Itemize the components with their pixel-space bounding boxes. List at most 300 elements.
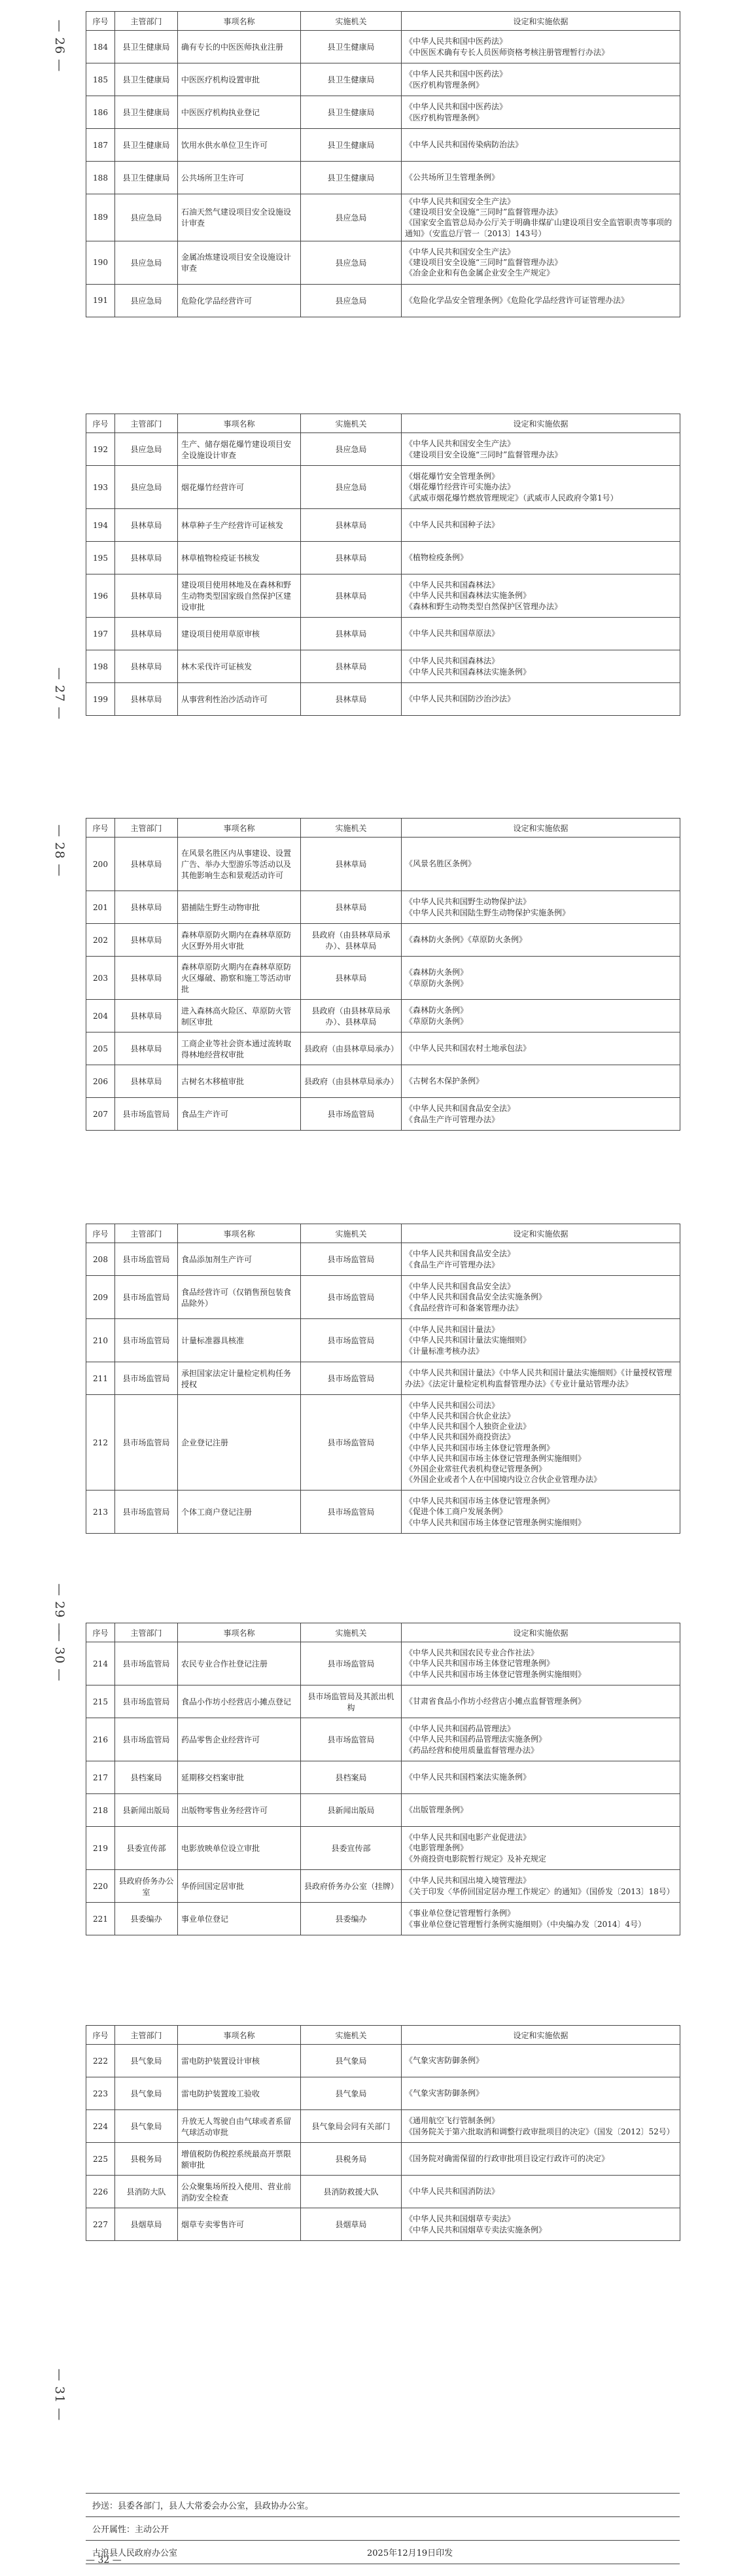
basis-line: 《中华人民共和国森林法》: [405, 580, 500, 590]
basis-line: 《事业单位登记管理暂行条例》: [405, 1909, 516, 1918]
cell-org: 县林草局: [301, 509, 402, 542]
basis-line: 《中华人民共和国市场主体登记管理条例实施细则》: [405, 1669, 586, 1679]
cell-basis: [402, 1870, 680, 1903]
header-dept: 主管部门: [115, 819, 178, 838]
table-row: [86, 1065, 680, 1098]
cell-basis: [402, 1761, 680, 1794]
table-row: [86, 31, 680, 63]
cell-no: 218: [86, 1794, 115, 1827]
side-page-number: — 29 —: [52, 1583, 67, 1636]
header-item: 事项名称: [178, 819, 301, 838]
cell-no: 214: [86, 1642, 115, 1685]
cell-org: 县市场监管局: [301, 1491, 402, 1534]
cell-basis: [402, 683, 680, 716]
cell-org: 县林草局: [301, 574, 402, 618]
cell-item: 生产、储存烟花爆竹建设项目安全设施设计审查: [178, 433, 301, 466]
cell-no: 219: [86, 1827, 115, 1870]
cell-item: 雷电防护装置竣工验收: [178, 2077, 301, 2110]
table-row: [86, 1243, 680, 1276]
basis-line: 《国家安全监管总局办公厅关于明确非煤矿山建设项目安全监管职责等事项的通知》（安监总厅管一〔2013〕143号）: [405, 218, 673, 238]
cell-item: 猎捕陆生野生动物审批: [178, 891, 301, 924]
cell-item: 食品添加剂生产许可: [178, 1243, 301, 1276]
cell-no: 224: [86, 2110, 115, 2143]
basis-line: 《中华人民共和国市场主体登记管理条例》: [405, 1443, 555, 1453]
cell-basis: [402, 2045, 680, 2077]
basis-line: 《中华人民共和国公司法》: [405, 1400, 500, 1410]
cell-basis: [402, 1032, 680, 1065]
header-item: 事项名称: [178, 1224, 301, 1243]
basis-line: 《中华人民共和国计量法》: [405, 1325, 500, 1335]
header-no: 序号: [86, 819, 115, 838]
cell-org: 县林草局: [301, 650, 402, 683]
cell-item: 农民专业合作社登记注册: [178, 1642, 301, 1685]
cell-org: 县市场监管局: [301, 1243, 402, 1276]
cell-dept: 县林草局: [115, 574, 178, 618]
cell-item: 建设项目使用草原审核: [178, 618, 301, 650]
table-header-row: [86, 12, 680, 31]
table-row: [86, 466, 680, 509]
basis-line: 《烟花爆竹经营许可实施办法》: [405, 482, 516, 492]
basis-line: 《中华人民共和国安全生产法》: [405, 439, 516, 449]
cell-no: 221: [86, 1903, 115, 1935]
cell-org: 县政府（由县林草局承办）、县林草局: [301, 1000, 402, 1032]
cell-dept: 县市场监管局: [115, 1491, 178, 1534]
header-item: 事项名称: [178, 2026, 301, 2045]
table-row: [86, 1827, 680, 1870]
cell-dept: 县林草局: [115, 509, 178, 542]
cell-org: 县市场监管局: [301, 1098, 402, 1131]
cell-dept: 县税务局: [115, 2143, 178, 2176]
cell-basis: [402, 1794, 680, 1827]
basis-line: 《外商投资电影院暂行规定》及补充规定: [405, 1854, 547, 1863]
cell-dept: 县市场监管局: [115, 1642, 178, 1685]
cell-item: 建设项目使用林地及在森林和野生动物类型国家级自然保护区建设审批: [178, 574, 301, 618]
cell-item: 计量标准器具核准: [178, 1319, 301, 1362]
basis-line: 《通用航空飞行管制条例》: [405, 2116, 500, 2126]
basis-line: 《中华人民共和国档案法实施条例》: [405, 1773, 531, 1782]
cell-no: 191: [86, 284, 115, 317]
basis-line: 《草原防火条例》: [405, 1016, 468, 1026]
cell-no: 225: [86, 2143, 115, 2176]
cell-no: 197: [86, 618, 115, 650]
basis-line: 《中华人民共和国农民专业合作社法》: [405, 1648, 539, 1658]
header-dept: 主管部门: [115, 1623, 178, 1642]
header-dept: 主管部门: [115, 2026, 178, 2045]
basis-line: 《外国企业常驻代表机构登记管理条例》: [405, 1464, 547, 1473]
cell-no: 196: [86, 574, 115, 618]
cell-dept: 县应急局: [115, 466, 178, 509]
cell-basis: [402, 1827, 680, 1870]
cell-basis: [402, 433, 680, 466]
table-header-row: [86, 2026, 680, 2045]
cell-dept: 县卫生健康局: [115, 96, 178, 129]
cell-org: 县市场监管局: [301, 1395, 402, 1491]
cell-dept: 县林草局: [115, 650, 178, 683]
cell-item: 林草植物检疫证书核发: [178, 542, 301, 574]
cell-item: 森林草原防火期内在森林草原防火区爆破、勘察和施工等活动审批: [178, 957, 301, 1000]
basis-line: 《气象灾害防御条例》: [405, 2056, 484, 2066]
cell-org: 县应急局: [301, 241, 402, 284]
cell-no: 193: [86, 466, 115, 509]
cell-item: 在风景名胜区内从事建设、设置广告、举办大型游乐等活动以及其他影响生态和景观活动许可: [178, 838, 301, 891]
basis-line: 《食品生产许可管理办法》: [405, 1260, 500, 1269]
basis-line: 《中医医术确有专长人员医师资格考核注册管理暂行办法》: [405, 47, 610, 57]
table-row: [86, 433, 680, 466]
cell-no: 208: [86, 1243, 115, 1276]
cell-org: 县委宣传部: [301, 1827, 402, 1870]
cell-item: 事业单位登记: [178, 1903, 301, 1935]
cell-org: 县政府（由县林草局承办）、县林草局: [301, 924, 402, 957]
cell-item: 石油天然气建设项目安全设施设计审查: [178, 194, 301, 241]
basis-line: 《中华人民共和国消防法》: [405, 2187, 500, 2197]
table-header-row: [86, 1224, 680, 1243]
header-no: 序号: [86, 414, 115, 433]
cell-no: 220: [86, 1870, 115, 1903]
basis-line: 《中华人民共和国市场主体登记管理条例》: [405, 1496, 555, 1506]
cell-basis: [402, 1276, 680, 1319]
cell-dept: 县应急局: [115, 284, 178, 317]
table-row: [86, 838, 680, 891]
cell-dept: 县林草局: [115, 1032, 178, 1065]
cell-item: 公众聚集场所投入使用、营业前消防安全检查: [178, 2176, 301, 2208]
table-row: [86, 1794, 680, 1827]
cell-dept: 县市场监管局: [115, 1276, 178, 1319]
cell-no: 189: [86, 194, 115, 241]
table-row: [86, 1395, 680, 1491]
table-row: [86, 1362, 680, 1395]
basis-line: 《医疗机构管理条例》: [405, 113, 484, 122]
cell-org: 县新闻出版局: [301, 1794, 402, 1827]
cell-item: 森林草原防火期内在森林草原防火区野外用火审批: [178, 924, 301, 957]
basis-line: 《中华人民共和国烟草专卖法实施条例》: [405, 2225, 547, 2234]
publicity-text: 公开属性：主动公开: [92, 2525, 169, 2535]
basis-line: 《中华人民共和国食品安全法》: [405, 1104, 516, 1114]
cell-basis: [402, 1243, 680, 1276]
cell-no: 223: [86, 2077, 115, 2110]
cell-basis: [402, 2176, 680, 2208]
items-table: [86, 414, 680, 716]
cell-no: 186: [86, 96, 115, 129]
cell-no: 216: [86, 1718, 115, 1761]
cell-org: 县市场监管局: [301, 1718, 402, 1761]
basis-line: 《关于印发〈华侨回国定居办理工作规定〉的通知》（国侨发〔2013〕18号）: [405, 1886, 674, 1896]
basis-line: 《中华人民共和国市场主体登记管理条例实施细则》: [405, 1453, 586, 1463]
table-row: [86, 1685, 680, 1718]
cell-no: 211: [86, 1362, 115, 1395]
header-item: 事项名称: [178, 12, 301, 31]
cell-item: 个体工商户登记注册: [178, 1491, 301, 1534]
basis-line: 《中华人民共和国药品管理法》: [405, 1724, 516, 1734]
cell-dept: 县卫生健康局: [115, 63, 178, 96]
cell-dept: 县烟草局: [115, 2208, 178, 2241]
cell-item: 中医医疗机构设置审批: [178, 63, 301, 96]
basis-line: 《中华人民共和国食品安全法实施条例》: [405, 1292, 547, 1302]
basis-line: 《中华人民共和国烟草专卖法》: [405, 2214, 516, 2224]
table-row: [86, 683, 680, 716]
basis-line: 《中华人民共和国合伙企业法》: [405, 1411, 516, 1420]
cell-no: 199: [86, 683, 115, 716]
table-row: [86, 129, 680, 162]
cell-no: 213: [86, 1491, 115, 1534]
cell-item: 中医医疗机构执业登记: [178, 96, 301, 129]
cell-item: 延期移交档案审批: [178, 1761, 301, 1794]
table-row: [86, 924, 680, 957]
table-row: [86, 2045, 680, 2077]
cell-basis: [402, 957, 680, 1000]
cell-no: 185: [86, 63, 115, 96]
cell-item: 企业登记注册: [178, 1395, 301, 1491]
cell-org: 县应急局: [301, 433, 402, 466]
cell-basis: [402, 891, 680, 924]
cell-basis: [402, 1491, 680, 1534]
table-row: [86, 1491, 680, 1534]
issuer-text: 古浪县人民政府办公室: [92, 2549, 178, 2558]
cell-org: 县市场监管局: [301, 1276, 402, 1319]
table-row: [86, 1870, 680, 1903]
cell-basis: [402, 1319, 680, 1362]
cell-basis: [402, 1685, 680, 1718]
cell-org: 县应急局: [301, 466, 402, 509]
cell-org: 县林草局: [301, 683, 402, 716]
cell-org: 县卫生健康局: [301, 162, 402, 194]
basis-line: 《中华人民共和国药品管理法实施条例》: [405, 1735, 547, 1744]
publicity-line: [86, 2516, 680, 2540]
cell-org: 县林草局: [301, 542, 402, 574]
basis-line: 《促进个体工商户发展条例》: [405, 1507, 508, 1517]
cc-text: 抄送：县委各部门，县人大常委会办公室，县政协办公室。: [92, 2501, 314, 2511]
basis-line: 《建设项目安全设施“三同时”监督管理办法》: [405, 258, 563, 268]
table-row: [86, 2208, 680, 2241]
cell-org: 县卫生健康局: [301, 63, 402, 96]
cell-item: 食品小作坊小经营店小摊点登记: [178, 1685, 301, 1718]
basis-line: 《电影管理条例》: [405, 1843, 468, 1853]
cell-basis: [402, 838, 680, 891]
cell-item: 雷电防护装置设计审核: [178, 2045, 301, 2077]
basis-line: 《中华人民共和国电影产业促进法》: [405, 1833, 531, 1843]
cell-basis: [402, 2143, 680, 2176]
side-page-number: — 30 —: [52, 1629, 67, 1682]
cell-basis: [402, 1718, 680, 1761]
cell-item: 确有专长的中医医师执业注册: [178, 31, 301, 63]
cell-no: 204: [86, 1000, 115, 1032]
cell-dept: 县档案局: [115, 1761, 178, 1794]
cell-item: 药品零售企业经营许可: [178, 1718, 301, 1761]
cell-org: 县卫生健康局: [301, 31, 402, 63]
cell-basis: [402, 574, 680, 618]
basis-line: 《冶金企业和有色金属企业安全生产规定》: [405, 268, 555, 278]
cell-org: 县政府（由县林草局承办）: [301, 1032, 402, 1065]
cell-basis: [402, 2208, 680, 2241]
cell-dept: 县消防大队: [115, 2176, 178, 2208]
cell-item: 电影放映单位设立审批: [178, 1827, 301, 1870]
table-header-row: [86, 414, 680, 433]
basis-line: 《危险化学品安全管理条例》《危险化学品经营许可证管理办法》: [405, 296, 629, 306]
cell-basis: [402, 509, 680, 542]
issue-date: 2025年12月19日印发: [367, 2549, 453, 2558]
cell-no: 195: [86, 542, 115, 574]
side-page-number: — 28 —: [52, 824, 67, 877]
cell-dept: 县林草局: [115, 957, 178, 1000]
table-row: [86, 96, 680, 129]
cell-dept: 县林草局: [115, 1000, 178, 1032]
basis-line: 《甘肃省食品小作坊小经营店小摊点监督管理条例》: [405, 1697, 586, 1706]
cell-org: 县市场监管局: [301, 1642, 402, 1685]
cell-dept: 县市场监管局: [115, 1098, 178, 1131]
header-item: 事项名称: [178, 1623, 301, 1642]
cell-basis: [402, 1362, 680, 1395]
issuer-line: [86, 2540, 680, 2564]
cell-no: 190: [86, 241, 115, 284]
cell-dept: 县林草局: [115, 618, 178, 650]
basis-line: 《中华人民共和国野生动物保护法》: [405, 897, 531, 907]
table-row: [86, 542, 680, 574]
cell-basis: [402, 618, 680, 650]
basis-line: 《中华人民共和国计量法实施细则》: [405, 1335, 531, 1345]
cell-dept: 县气象局: [115, 2077, 178, 2110]
basis-line: 《事业单位登记管理暂行条例实施细则》（中央编办发〔2014〕4号）: [405, 1919, 646, 1929]
basis-line: 《中华人民共和国安全生产法》: [405, 197, 516, 206]
cell-org: 县林草局: [301, 838, 402, 891]
basis-line: 《公共场所卫生管理条例》: [405, 173, 500, 183]
cell-item: 升放无人驾驶自由气球或者系留气球活动审批: [178, 2110, 301, 2143]
table-row: [86, 63, 680, 96]
cell-org: 县政府侨务办公室（挂牌）: [301, 1870, 402, 1903]
cell-no: 222: [86, 2045, 115, 2077]
cell-no: 192: [86, 433, 115, 466]
table-header-row: [86, 1623, 680, 1642]
basis-line: 《建设项目安全设施“三同时”监督管理办法》: [405, 450, 563, 459]
cell-item: 公共场所卫生许可: [178, 162, 301, 194]
cell-org: 县应急局: [301, 194, 402, 241]
cell-item: 饮用水供水单位卫生许可: [178, 129, 301, 162]
table-row: [86, 1276, 680, 1319]
header-basis: 设定和实施依据: [402, 819, 680, 838]
cell-org: 县市场监管局及其派出机构: [301, 1685, 402, 1718]
cell-basis: [402, 1000, 680, 1032]
header-basis: 设定和实施依据: [402, 1224, 680, 1243]
cell-no: 210: [86, 1319, 115, 1362]
cell-org: 县税务局: [301, 2143, 402, 2176]
cell-basis: [402, 1903, 680, 1935]
basis-line: 《森林防火条例》: [405, 968, 468, 978]
basis-line: 《出版管理条例》: [405, 1805, 468, 1815]
cell-item: 工商企业等社会资本通过流转取得林地经营权审批: [178, 1032, 301, 1065]
basis-line: 《外国企业或者个人在中国境内设立合伙企业管理办法》: [405, 1475, 602, 1485]
cell-basis: [402, 194, 680, 241]
side-page-number: — 31 —: [52, 2369, 67, 2422]
cell-no: 200: [86, 838, 115, 891]
basis-line: 《气象灾害防御条例》: [405, 2089, 484, 2098]
side-page-number: — 27 —: [52, 667, 67, 720]
items-table: [86, 1623, 680, 1935]
header-org: 实施机关: [301, 1623, 402, 1642]
items-table: [86, 11, 680, 317]
basis-line: 《建设项目安全设施“三同时”监督管理办法》: [405, 207, 563, 217]
items-table: [86, 1224, 680, 1534]
basis-line: 《食品生产许可管理办法》: [405, 1114, 500, 1124]
cell-basis: [402, 650, 680, 683]
cell-dept: 县林草局: [115, 924, 178, 957]
basis-line: 《中华人民共和国出境入境管理法》: [405, 1876, 531, 1886]
basis-line: 《中华人民共和国传染病防治法》: [405, 140, 523, 150]
cell-basis: [402, 241, 680, 284]
basis-line: 《古树名木保护条例》: [405, 1076, 484, 1086]
cell-no: 203: [86, 957, 115, 1000]
basis-line: 《中华人民共和国市场主体登记管理条例实施细则》: [405, 1517, 586, 1527]
cell-no: 201: [86, 891, 115, 924]
cell-org: 县消防救援大队: [301, 2176, 402, 2208]
cell-item: 增值税防伪税控系统最高开票限额审批: [178, 2143, 301, 2176]
cell-org: 县气象局会同有关部门: [301, 2110, 402, 2143]
cell-no: 215: [86, 1685, 115, 1718]
cell-no: 202: [86, 924, 115, 957]
table-row: [86, 1000, 680, 1032]
basis-line: 《中华人民共和国个人独资企业法》: [405, 1422, 531, 1432]
header-dept: 主管部门: [115, 1224, 178, 1243]
cell-dept: 县卫生健康局: [115, 31, 178, 63]
table-row: [86, 2176, 680, 2208]
table-row: [86, 891, 680, 924]
cell-no: 187: [86, 129, 115, 162]
header-no: 序号: [86, 12, 115, 31]
table-row: [86, 650, 680, 683]
cell-item: 危险化学品经营许可: [178, 284, 301, 317]
cell-org: 县市场监管局: [301, 1319, 402, 1362]
header-item: 事项名称: [178, 414, 301, 433]
table-row: [86, 284, 680, 317]
table-row: [86, 1718, 680, 1761]
cell-no: 226: [86, 2176, 115, 2208]
header-basis: 设定和实施依据: [402, 2026, 680, 2045]
basis-line: 《计量标准考核办法》: [405, 1346, 484, 1356]
cell-dept: 县林草局: [115, 542, 178, 574]
cell-item: 古树名木移植审批: [178, 1065, 301, 1098]
cell-basis: [402, 129, 680, 162]
basis-line: 《风景名胜区条例》: [405, 859, 476, 869]
cell-item: 食品经营许可（仅销售预包装食品除外）: [178, 1276, 301, 1319]
cell-org: 县市场监管局: [301, 1362, 402, 1395]
header-basis: 设定和实施依据: [402, 12, 680, 31]
cell-no: 206: [86, 1065, 115, 1098]
cell-dept: 县林草局: [115, 838, 178, 891]
table-row: [86, 574, 680, 618]
header-org: 实施机关: [301, 12, 402, 31]
cell-basis: [402, 31, 680, 63]
cell-basis: [402, 2110, 680, 2143]
cell-org: 县卫生健康局: [301, 129, 402, 162]
header-dept: 主管部门: [115, 12, 178, 31]
cell-dept: 县林草局: [115, 891, 178, 924]
cell-dept: 县政府侨务办公室: [115, 1870, 178, 1903]
cell-item: 林草种子生产经营许可证核发: [178, 509, 301, 542]
cell-item: 烟花爆竹经营许可: [178, 466, 301, 509]
cell-no: 217: [86, 1761, 115, 1794]
cell-org: 县委编办: [301, 1903, 402, 1935]
cell-dept: 县卫生健康局: [115, 129, 178, 162]
cell-org: 县档案局: [301, 1761, 402, 1794]
table-row: [86, 509, 680, 542]
cell-org: 县卫生健康局: [301, 96, 402, 129]
basis-line: 《中华人民共和国市场主体登记管理条例》: [405, 1659, 555, 1668]
basis-line: 《医疗机构管理条例》: [405, 80, 484, 90]
cell-org: 县林草局: [301, 618, 402, 650]
cell-basis: [402, 1642, 680, 1685]
basis-line: 《植物检疫条例》: [405, 553, 468, 563]
cell-org: 县应急局: [301, 284, 402, 317]
header-no: 序号: [86, 2026, 115, 2045]
cell-basis: [402, 466, 680, 509]
header-basis: 设定和实施依据: [402, 414, 680, 433]
